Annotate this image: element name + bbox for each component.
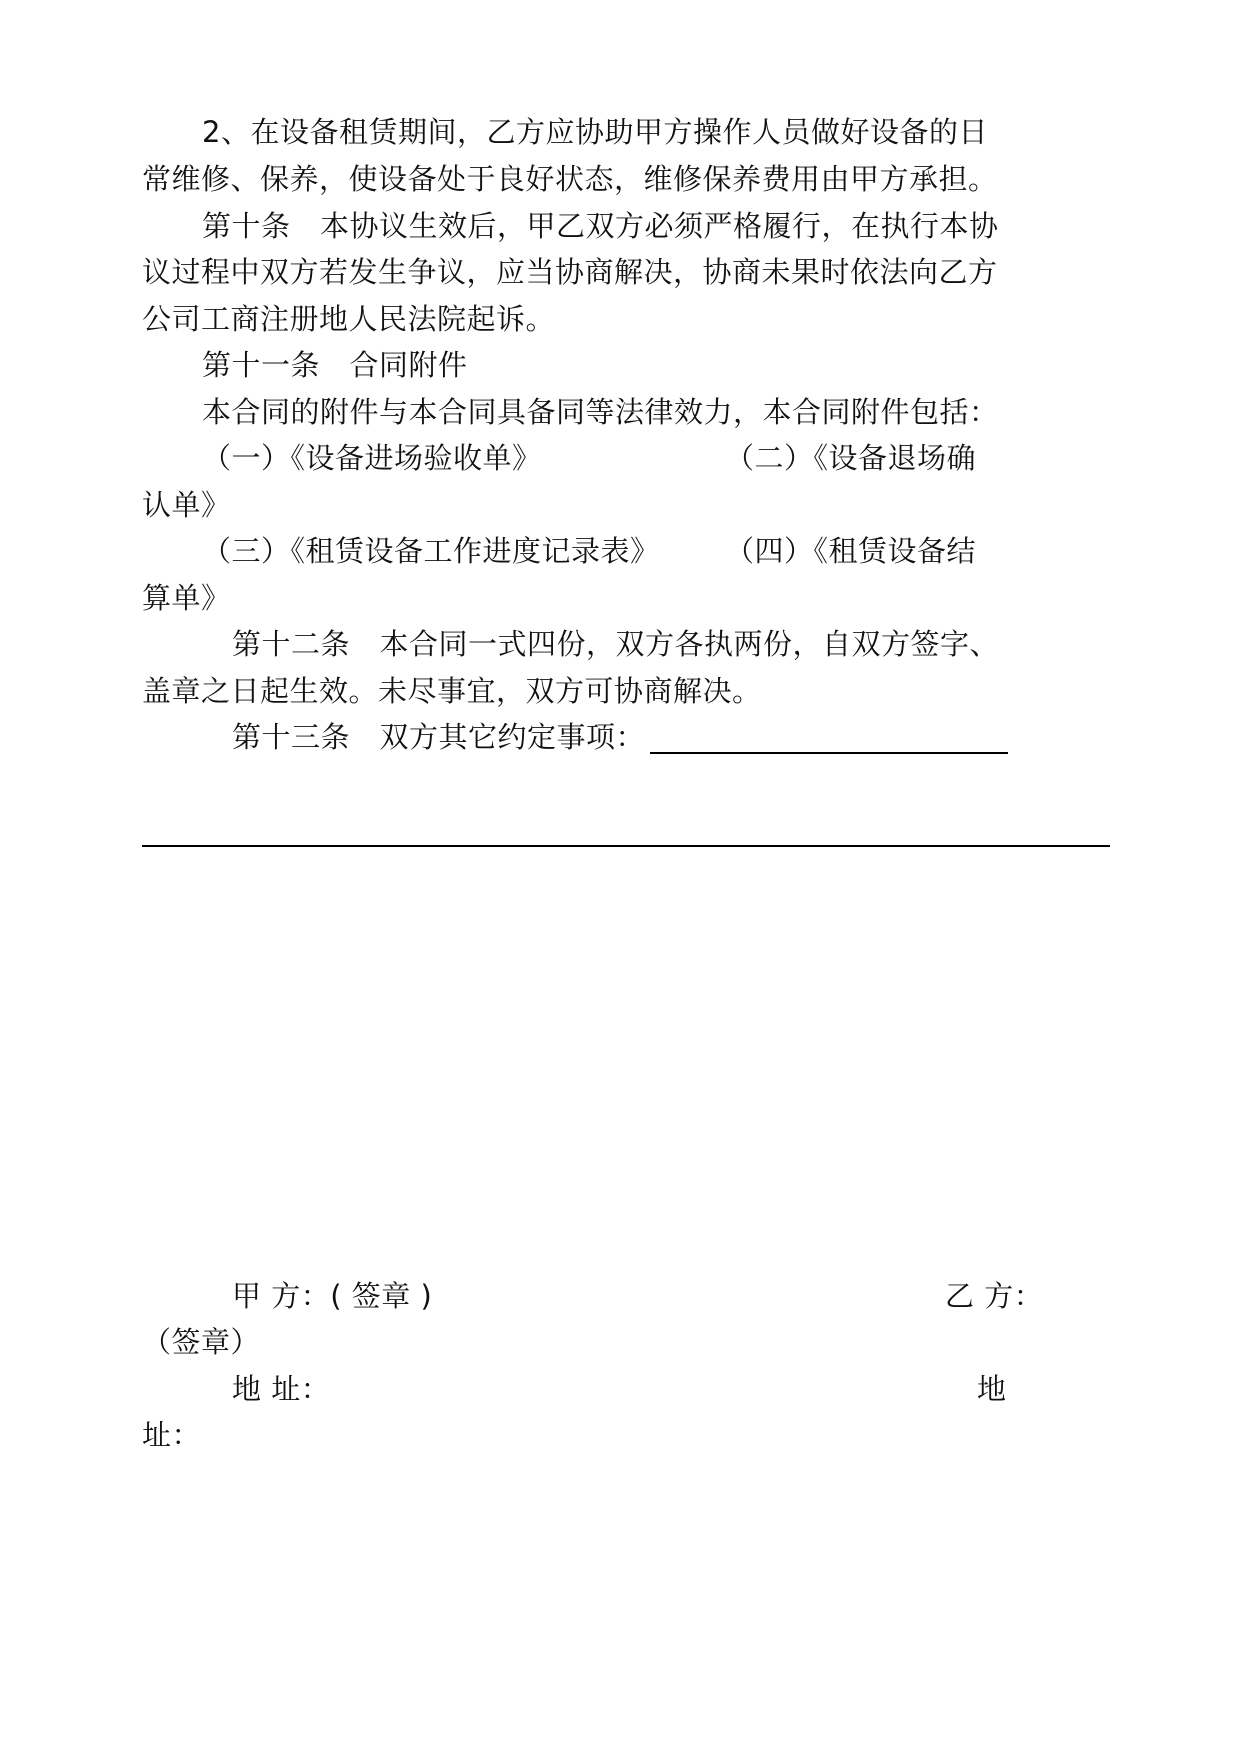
attachment-2-start: （二）《设备退场确: [725, 441, 977, 475]
article-13-fill-line: [650, 752, 1008, 754]
attachment-3: （三）《租赁设备工作进度记录表》: [202, 534, 660, 568]
article-10-line-1: 第十条 本协议生效后，甲乙双方必须严格履行，在执行本协: [202, 209, 999, 243]
party-b-address-start: 地: [977, 1372, 1007, 1406]
article-13: 第十三条 双方其它约定事项：: [232, 720, 646, 754]
party-b-signature-end: （签章）: [142, 1325, 261, 1359]
clause-maintenance-line-2: 常维修、保养，使设备处于良好状态，维修保养费用由甲方承担。: [142, 162, 998, 196]
party-a-signature: 甲 方：( 签章 ): [232, 1279, 433, 1313]
party-a-address: 地 址：: [232, 1372, 331, 1406]
article-11-intro: 本合同的附件与本合同具备同等法律效力，本合同附件包括：: [202, 395, 999, 429]
clause-maintenance-line-1: 2、在设备租赁期间，乙方应协助甲方操作人员做好设备的日: [202, 115, 988, 149]
article-11-heading: 第十一条 合同附件: [202, 348, 468, 382]
attachment-2-end: 认单》: [142, 488, 231, 522]
article-12-line-1: 第十二条 本合同一式四份，双方各执两份，自双方签字、: [232, 627, 1000, 661]
article-12-line-2: 盖章之日起生效。未尽事宜，双方可协商解决。: [142, 674, 762, 708]
extra-terms-fill-line: [142, 845, 1110, 847]
article-10-line-2: 议过程中双方若发生争议，应当协商解决，协商未果时依法向乙方: [142, 255, 998, 289]
attachment-4-end: 算单》: [142, 581, 231, 615]
party-b-address-end: 址：: [142, 1418, 202, 1452]
party-b-signature-start: 乙 方：: [945, 1279, 1044, 1313]
attachment-4-start: （四）《租赁设备结: [725, 534, 977, 568]
article-10-line-3: 公司工商注册地人民法院起诉。: [142, 302, 556, 336]
attachment-1: （一）《设备进场验收单》: [202, 441, 542, 475]
